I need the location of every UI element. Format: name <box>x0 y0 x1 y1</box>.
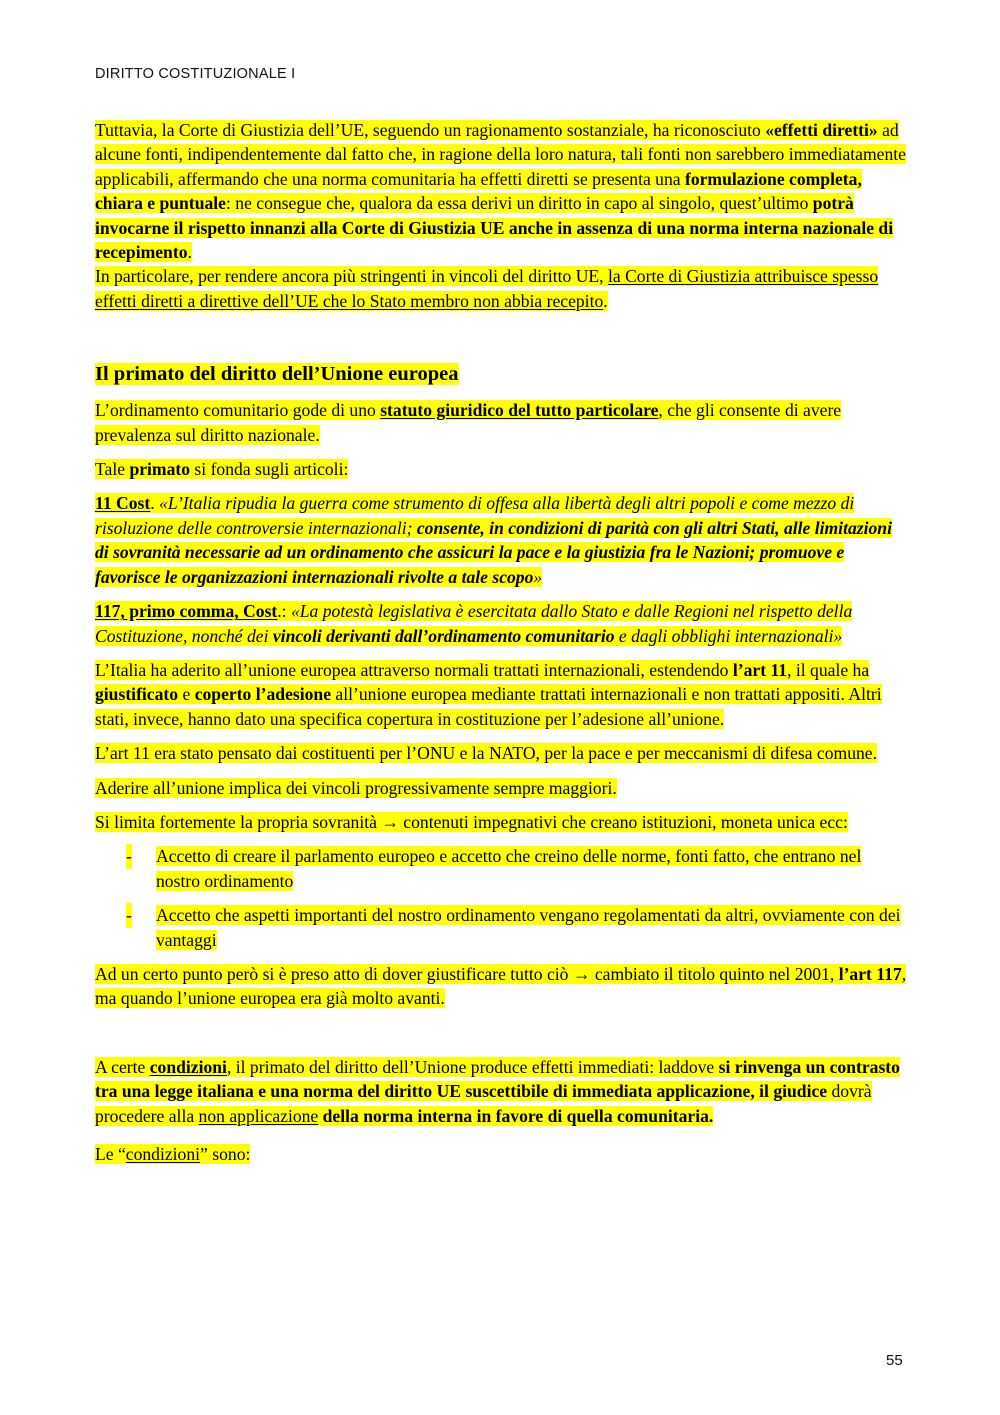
paragraph-adesione: L’Italia ha aderito all’unione europea attraverso normali trattati internazionali, estendendo l’art 11, il quale ha giustificato e coperto l’adesione all’unione europea mediante trattati internazionali e non trattati appositi. Altri stati, invece, hanno dato una specifica copertura in costituzione per l’adesione all’unione. <box>95 659 882 729</box>
paragraph-onu-nato: L’art 11 era stato pensato dai costituenti per l’ONU e la NATO, per la pace e per meccanismi di difesa comune. <box>95 743 877 764</box>
arrow-right-icon: → <box>572 963 591 984</box>
paragraph-vincoli: Aderire all’unione implica dei vincoli progressivamente sempre maggiori. <box>95 777 617 798</box>
paragraph-primato: Tale primato si fonda sugli articoli: <box>95 459 349 480</box>
paragraph-le-condizioni: Le “condizioni” sono: <box>95 1144 251 1164</box>
page-content <box>95 118 907 1176</box>
dash-bullet: - <box>126 903 132 927</box>
running-header: DIRITTO COSTITUZIONALE I <box>95 66 296 82</box>
dash-list <box>95 844 907 952</box>
dash-bullet: - <box>126 844 132 868</box>
list-item: - Accetto di creare il parlamento europeo e accetto che creino delle norme, fonti fatto, che entrano nel nostro ordinamento <box>126 846 862 891</box>
page-number: 55 <box>886 1352 903 1369</box>
paragraph-condizioni: A certe condizioni, il primato del diritto dell’Unione produce effetti immediati: laddove si rinvenga un contrasto tra una legge italiana e una norma del diritto UE suscettibile di immediata applicazione, il giudice dovrà procedere alla non applicazione della norma interna in favore di quella comunitaria. <box>95 1056 900 1126</box>
section-heading: Il primato del diritto dell’Unione europea <box>95 363 459 386</box>
paragraph-statuto: L’ordinamento comunitario gode di uno statuto giuridico del tutto particolare, che gli consente di avere prevalenza sul diritto nazionale. <box>95 400 842 445</box>
list-item: - Accetto che aspetti importanti del nostro ordinamento vengano regolamentati da altri, ovviamente con dei vantaggi <box>126 905 901 950</box>
arrow-right-icon: → <box>381 811 399 832</box>
paragraph-titolo-quinto: Ad un certo punto però si è preso atto di dover giustificare tutto ciò → cambiato il titolo quinto nel 2001, l’art 117, ma quando l’unione europea era già molto avanti. <box>95 963 907 1009</box>
paragraph-art-117: 117, primo comma, Cost.: «La potestà legislativa è esercitata dallo Stato e dalle Regioni nel rispetto della Costituzione, nonché dei vincoli derivanti dall’ordinamento comunitario e dagli obblighi internazionali» <box>95 601 853 646</box>
paragraph-art-11: 11 Cost. «L’Italia ripudia la guerra come strumento di offesa alla libertà degli altri popoli e come mezzo di risoluzione delle controversie internazionali; consente, in condizioni di parità con gli altri Stati, alle limitazioni di sovranità necessarie ad un ordinamento che assicuri la pace e la giustizia fra le Nazioni; promuove e favorisce le organizzazioni internazionali rivolte a tale scopo» <box>95 493 892 587</box>
paragraph-direct-effects: Tuttavia, la Corte di Giustizia dell’UE, seguendo un ragionamento sostanziale, ha riconosciuto «effetti diretti» ad alcune fonti, indipendentemente dal fatto che, in ragione della loro natura, tali fonti non sarebbero immediatamente applicabili, affermando che una norma comunitaria ha effetti diretti se presenta una formulazione completa, chiara e puntuale: ne consegue che, qualora da essa derivi un diritto in capo al singolo, quest’ultimo potrà invocarne il rispetto innanzi alla Corte di Giustizia UE anche in assenza di una norma interna nazionale di recepimento. In particolare, per rendere ancora più stringenti in vincoli del diritto UE, la Corte di Giustizia attribuisce spesso effetti diretti a direttive dell’UE che lo Stato membro non abbia recepito. <box>95 120 906 311</box>
paragraph-sovranita: Si limita fortemente la propria sovranità → contenuti impegnativi che creano istituzioni, moneta unica ecc: <box>95 811 848 832</box>
